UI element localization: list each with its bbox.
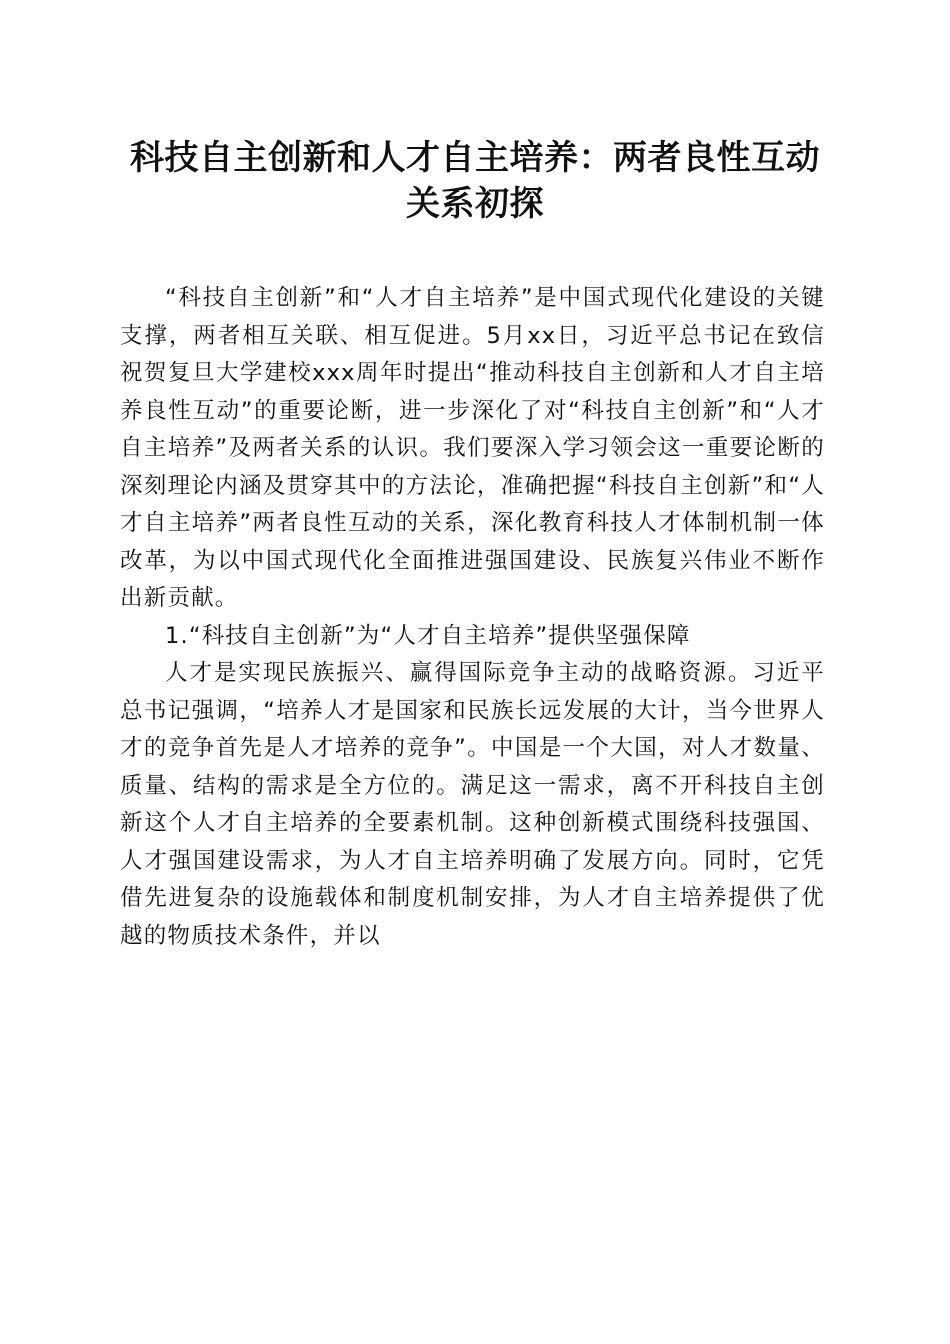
document-body [120, 280, 825, 955]
document-title [110, 135, 840, 227]
title-line-2: 关系初探 [406, 184, 544, 224]
title-line-1: 科技自主创新和人才自主培养：两者良性互动 [130, 138, 820, 178]
intro-paragraph: “科技自主创新”和“人才自主培养”是中国式现代化建设的关键支撑，两者相互关联、相互促进。5月xx日，习近平总书记在致信祝贺复旦大学建校xxx周年时提出“推动科技自主创新和人才自主培养良性互动”的重要论断，进一步深化了对“科技自主创新”和“人才自主培养”及两者关系的认识。我们要深入学习领会这一重要论断的深刻理论内涵及贯穿其中的方法论，准确把握“科技自主创新”和“人才自主培养”两者良性互动的关系，深化教育科技人才体制机制一体改革，为以中国式现代化全面推进强国建设、民族复兴伟业不断作出新贡献。 [120, 285, 825, 611]
section-1-paragraph: 人才是实现民族振兴、赢得国际竞争主动的战略资源。习近平总书记强调，“培养人才是国家和民族长远发展的大计，当今世界人才的竞争首先是人才培养的竞争”。中国是一个大国，对人才数量、质量、结构的需求是全方位的。满足这一需求，离不开科技自主创新这个人才自主培养的全要素机制。这种创新模式围绕科技强国、人才强国建设需求，为人才自主培养明确了发展方向。同时，它凭借先进复杂的设施载体和制度机制安排，为人才自主培养提供了优越的物质技术条件，并以 [120, 660, 825, 949]
section-1-heading: 1.“科技自主创新”为“人才自主培养”提供坚强保障 [165, 622, 691, 649]
